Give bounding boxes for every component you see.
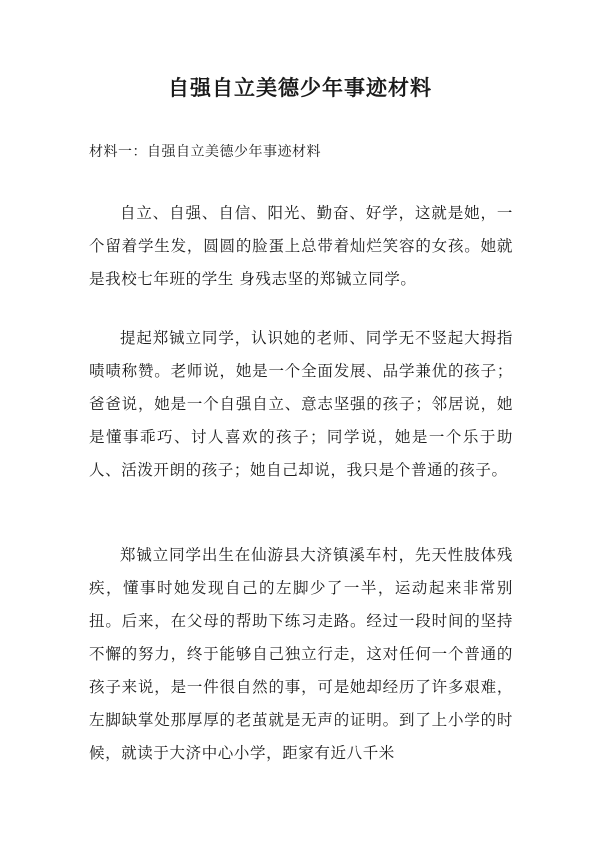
material-subtitle: 材料一：自强自立美德少年事迹材料 [89,144,321,160]
page-title: 自强自立美德少年事迹材料 [168,76,432,100]
paragraph: 提起郑铖立同学，认识她的老师、同学无不竖起大拇指啧啧称赞。老师说，她是一个全面发展、品学兼优的孩子；爸爸说，她是一个自强自立、意志坚强的孩子；邻居说，她是懂事乖巧、讨人喜欢的孩子；同学说，她是一个乐于助人、活泼开朗的孩子；她自己却说，我只是个普通的孩子。 [89,329,513,479]
paragraph: 自立、自强、自信、阳光、勤奋、好学，这就是她，一个留着学生发，圆圆的脸蛋上总带着灿烂笑容的女孩。她就是我校七年班的学生 身残志坚的郑铖立同学。 [89,204,513,288]
paragraph: 郑铖立同学出生在仙游县大济镇溪车村，先天性肢体残疾，懂事时她发现自己的左脚少了一半，运动起来非常别扭。后来，在父母的帮助下练习走路。经过一段时间的坚持不懈的努力，终于能够自己独立行走，这对任何一个普通的孩子来说，是一件很自然的事，可是她却经历了许多艰难，左脚缺掌处那厚厚的老茧就是无声的证明。到了上小学的时候，就读于大济中心小学，距家有近八千米 [89,546,513,762]
